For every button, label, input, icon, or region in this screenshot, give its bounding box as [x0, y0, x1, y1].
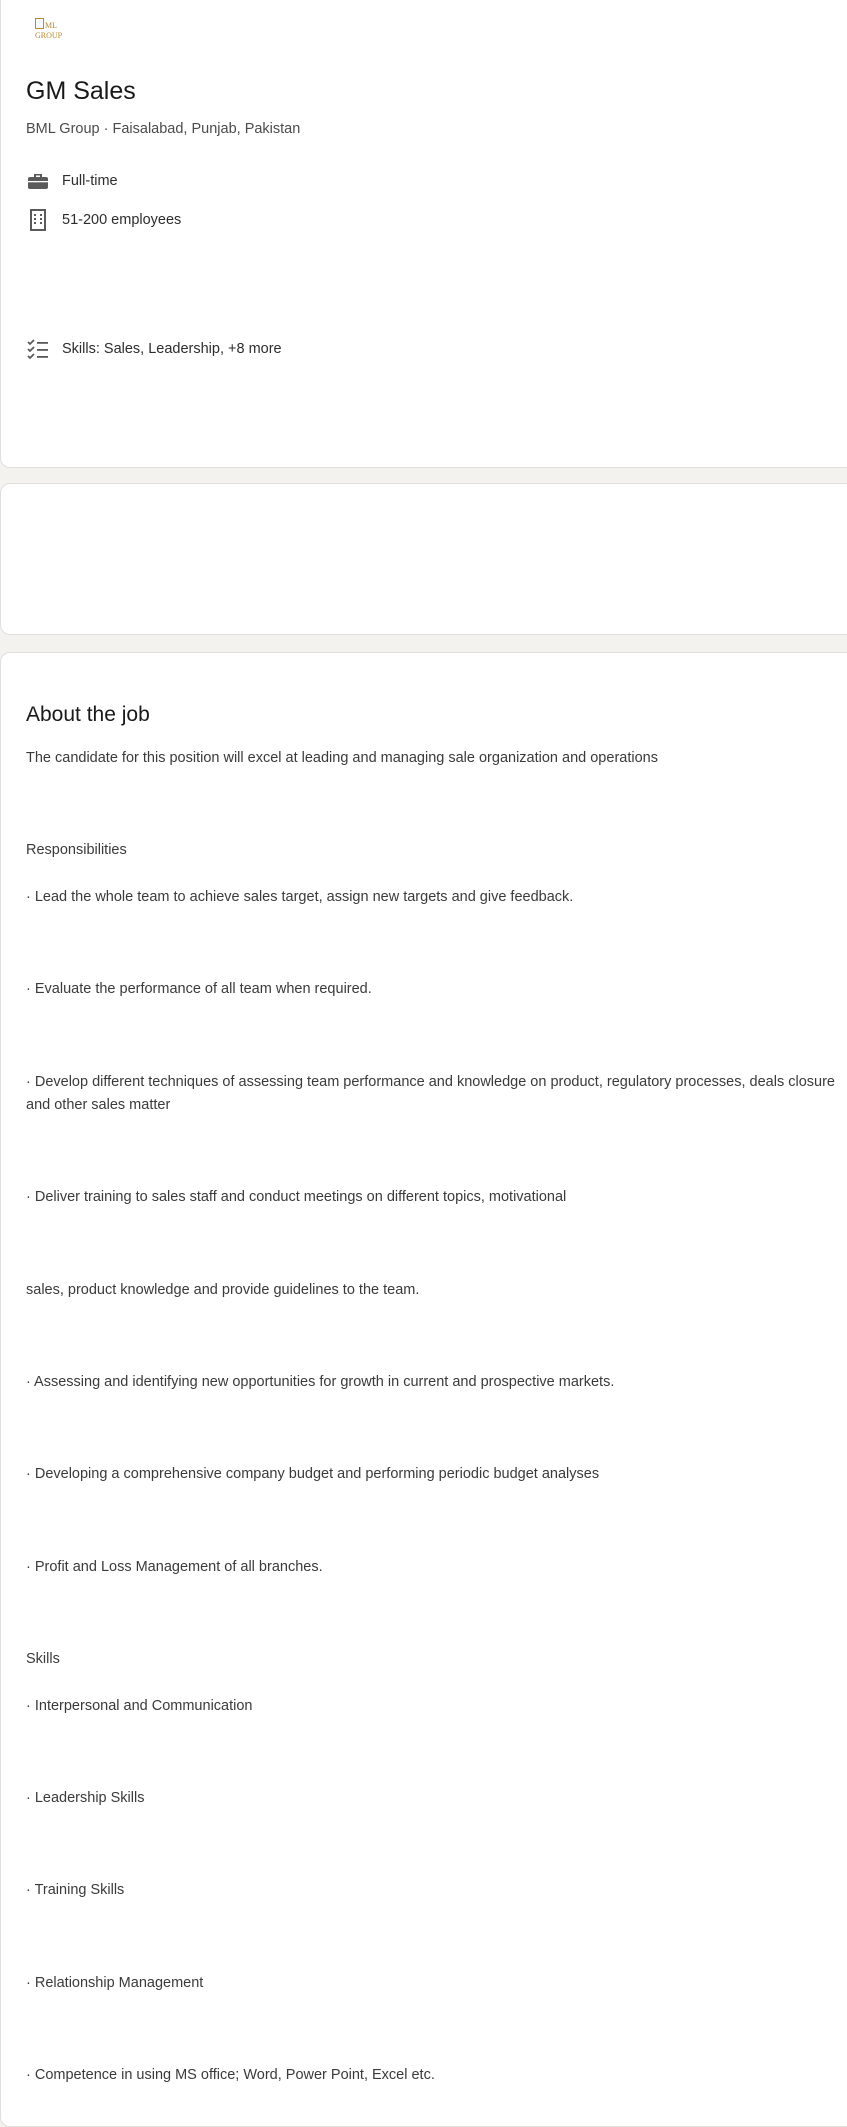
job-title: GM Sales — [26, 77, 136, 105]
skills-summary-link[interactable]: Skills: Sales, Leadership, +8 more — [62, 341, 282, 357]
description-paragraph: The candidate for this position will excel at leading and managing sale organization and operations — [26, 750, 658, 766]
company-logo[interactable]: ML GROUP — [35, 18, 71, 46]
description-paragraph: · Competence in using MS office; Word, Power Point, Excel etc. — [26, 2067, 435, 2083]
description-paragraph: · Developing a comprehensive company budget and performing periodic budget analyses — [26, 1466, 600, 1482]
description-paragraph: · Training Skills — [26, 1882, 125, 1898]
checklist-icon — [26, 337, 50, 361]
description-paragraph: · Profit and Loss Management of all branches. — [26, 1559, 323, 1575]
description-paragraph: Skills — [26, 1651, 60, 1667]
description-paragraph: · Assessing and identifying new opportunities for growth in current and prospective markets. — [26, 1374, 615, 1390]
description-paragraph: · Relationship Management — [26, 1975, 204, 1991]
employment-type-row — [26, 169, 118, 193]
description-paragraph: Responsibilities — [26, 842, 127, 858]
skills-row[interactable] — [26, 337, 282, 361]
about-heading: About the job — [26, 703, 150, 726]
company-size: 51-200 employees — [62, 212, 182, 228]
briefcase-icon — [26, 169, 50, 193]
job-header-card — [0, 0, 847, 468]
placeholder-card — [0, 483, 847, 635]
building-icon — [26, 208, 50, 232]
description-paragraph: sales, product knowledge and provide guidelines to the team. — [26, 1282, 420, 1298]
description-paragraph: · Interpersonal and Communication — [26, 1698, 253, 1714]
description-paragraph: · Lead the whole team to achieve sales target, assign new targets and give feedback. — [26, 889, 574, 905]
company-size-row — [26, 208, 181, 232]
description-paragraph: · Leadership Skills — [26, 1790, 145, 1806]
description-paragraph: · Deliver training to sales staff and conduct meetings on different topics, motivational — [26, 1189, 567, 1205]
about-job-card — [0, 652, 847, 2127]
employment-type: Full-time — [62, 173, 118, 189]
description-paragraph: · Develop different techniques of assessing team performance and knowledge on product, regulatory processes, deals closure and other sales matter — [26, 1074, 835, 1113]
description-paragraph: · Evaluate the performance of all team when required. — [26, 981, 372, 997]
company-location: BML Group · Faisalabad, Punjab, Pakistan — [26, 121, 301, 137]
